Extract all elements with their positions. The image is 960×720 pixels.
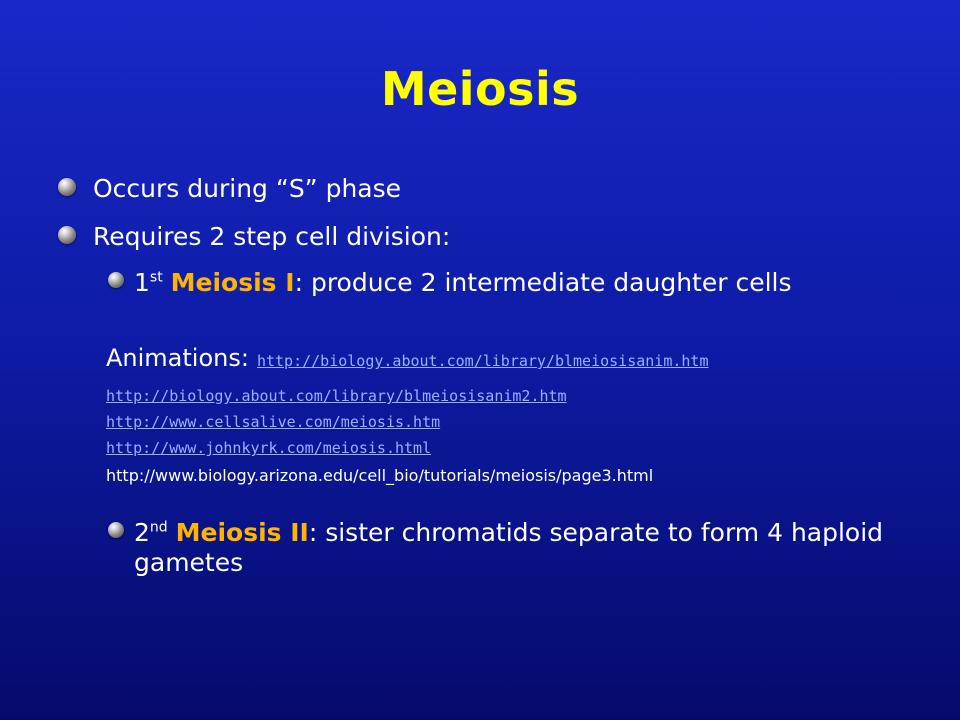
animation-plain-url: http://www.biology.arizona.edu/cell_bio/tutorials/meiosis/page3.html — [106, 466, 654, 485]
gray-sphere-bullet-icon — [108, 272, 124, 288]
animation-link-1[interactable]: http://biology.about.com/library/blmeiosisanim.htm — [256, 352, 709, 370]
slide-title: Meiosis — [380, 62, 580, 116]
sub-bullet-meiosis-2 — [108, 518, 908, 578]
ordinal-suffix: nd — [149, 519, 168, 536]
gray-sphere-bullet-icon — [108, 522, 124, 538]
animation-link-2[interactable]: http://biology.about.com/library/blmeiosisanim2.htm — [106, 387, 567, 405]
bullet-text: Occurs during “S” phase — [93, 174, 402, 203]
sub-bullet-text — [134, 268, 792, 298]
ordinal-number: 2 — [134, 518, 150, 547]
animations-label: Animations: — [106, 344, 249, 372]
animation-link-3[interactable]: http://www.cellsalive.com/meiosis.htm — [106, 413, 441, 431]
sub-bullet-meiosis-1 — [108, 268, 868, 298]
gray-sphere-bullet-icon — [58, 178, 76, 196]
animations-line — [106, 343, 709, 376]
ordinal-suffix: st — [149, 269, 163, 286]
meiosis-2-label: Meiosis II — [175, 518, 309, 547]
animation-link-4[interactable]: http://www.johnkyrk.com/meiosis.html — [106, 439, 432, 457]
meiosis-2-description: : sister chromatids separate to form 4 haploid gametes — [134, 518, 884, 577]
bullet-s-phase — [58, 174, 401, 204]
meiosis-1-label: Meiosis I — [170, 268, 295, 297]
bullet-text: Requires 2 step cell division: — [93, 222, 451, 251]
meiosis-1-description: : produce 2 intermediate daughter cells — [294, 268, 792, 297]
gray-sphere-bullet-icon — [58, 226, 76, 244]
bullet-cell-division — [58, 222, 450, 252]
ordinal-number: 1 — [134, 268, 150, 297]
sub-bullet-text — [134, 518, 908, 578]
